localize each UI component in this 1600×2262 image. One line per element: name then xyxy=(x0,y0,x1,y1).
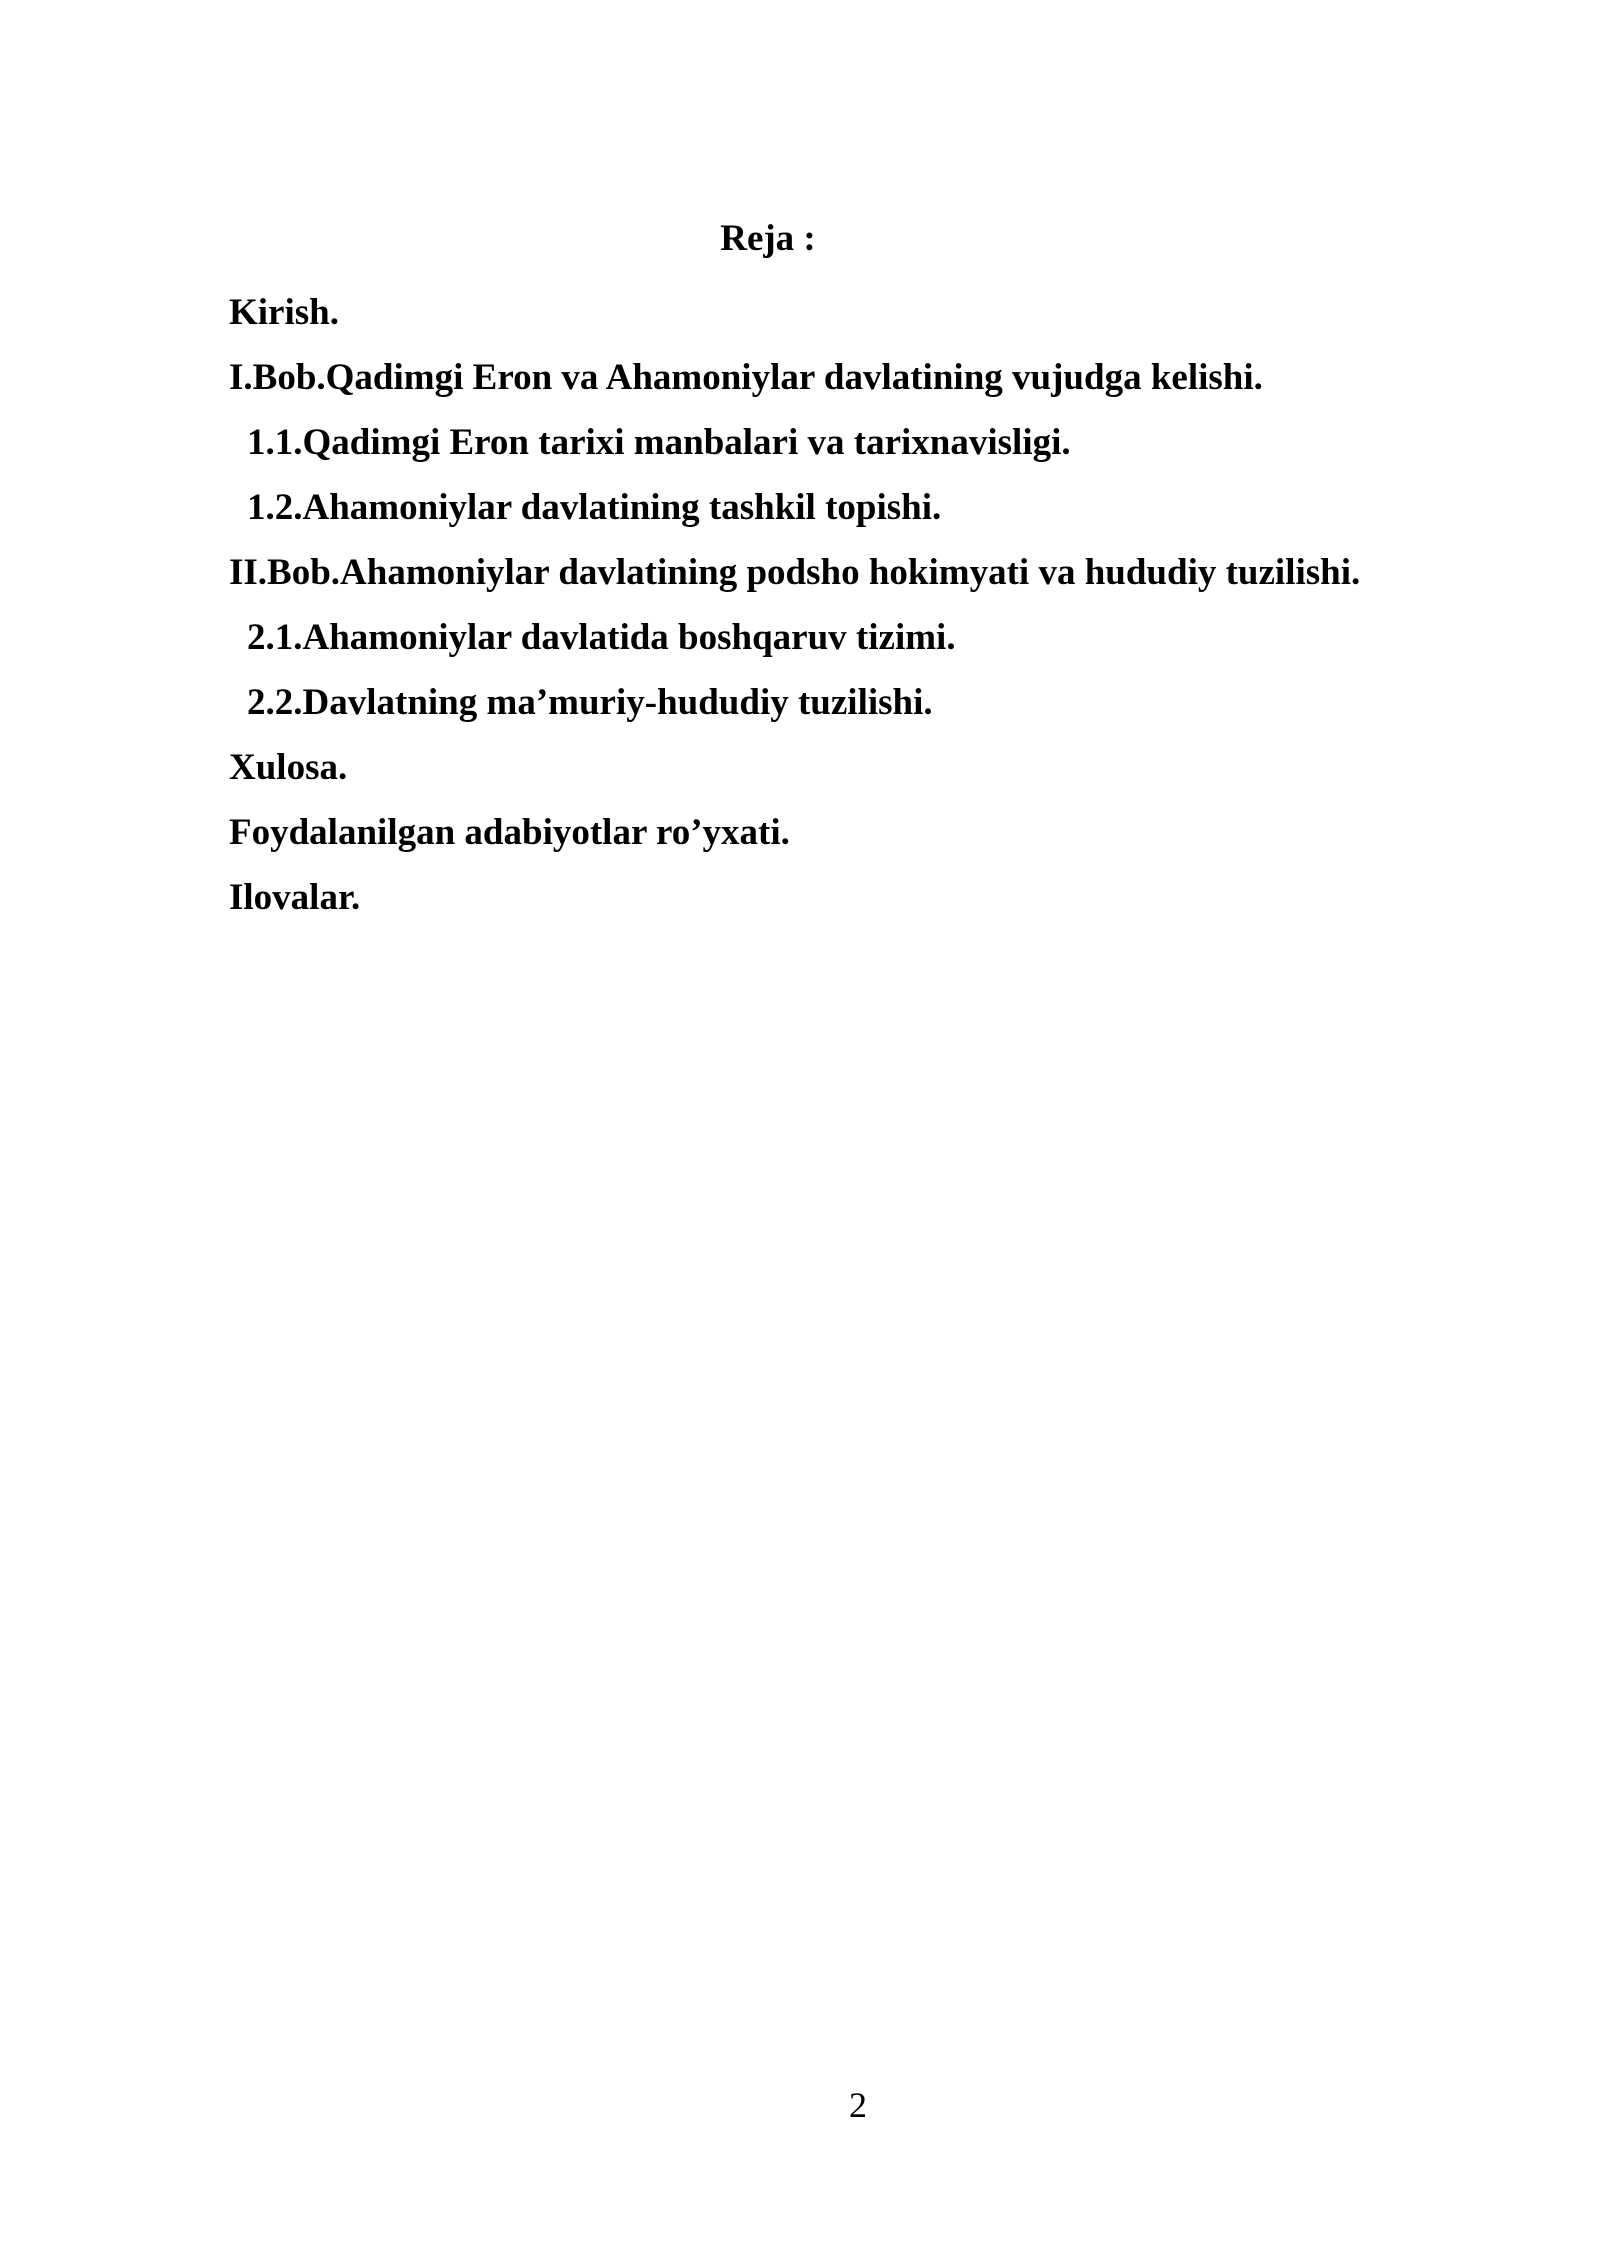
toc-item-references: Foydalanilgan adabiyotlar ro’yxati. xyxy=(229,812,790,853)
toc-item-section-2-2: 2.2.Davlatning ma’muriy-hududiy tuzilishi. xyxy=(247,682,933,723)
toc-item-appendices: Ilovalar. xyxy=(229,877,361,918)
toc-item-conclusion: Xulosa. xyxy=(229,747,348,788)
toc-item-section-1-2: 1.2.Ahamoniylar davlatining tashkil topishi. xyxy=(247,487,942,528)
toc-item-section-1-1: 1.1.Qadimgi Eron tarixi manbalari va tarixnavisligi. xyxy=(247,422,1071,463)
toc-item-chapter-1: I.Bob.Qadimgi Eron va Ahamoniylar davlatining vujudga kelishi. xyxy=(229,357,1263,398)
toc-item-chapter-2: II.Bob.Ahamoniylar davlatining podsho hokimyati va hududiy tuzilishi. xyxy=(229,552,1361,593)
page-title: Reja : xyxy=(720,218,816,259)
page-number: 2 xyxy=(849,2085,867,2125)
table-of-contents xyxy=(229,280,1429,930)
toc-item-introduction: Kirish. xyxy=(229,292,339,333)
toc-item-section-2-1: 2.1.Ahamoniylar davlatida boshqaruv tizimi. xyxy=(247,617,956,658)
